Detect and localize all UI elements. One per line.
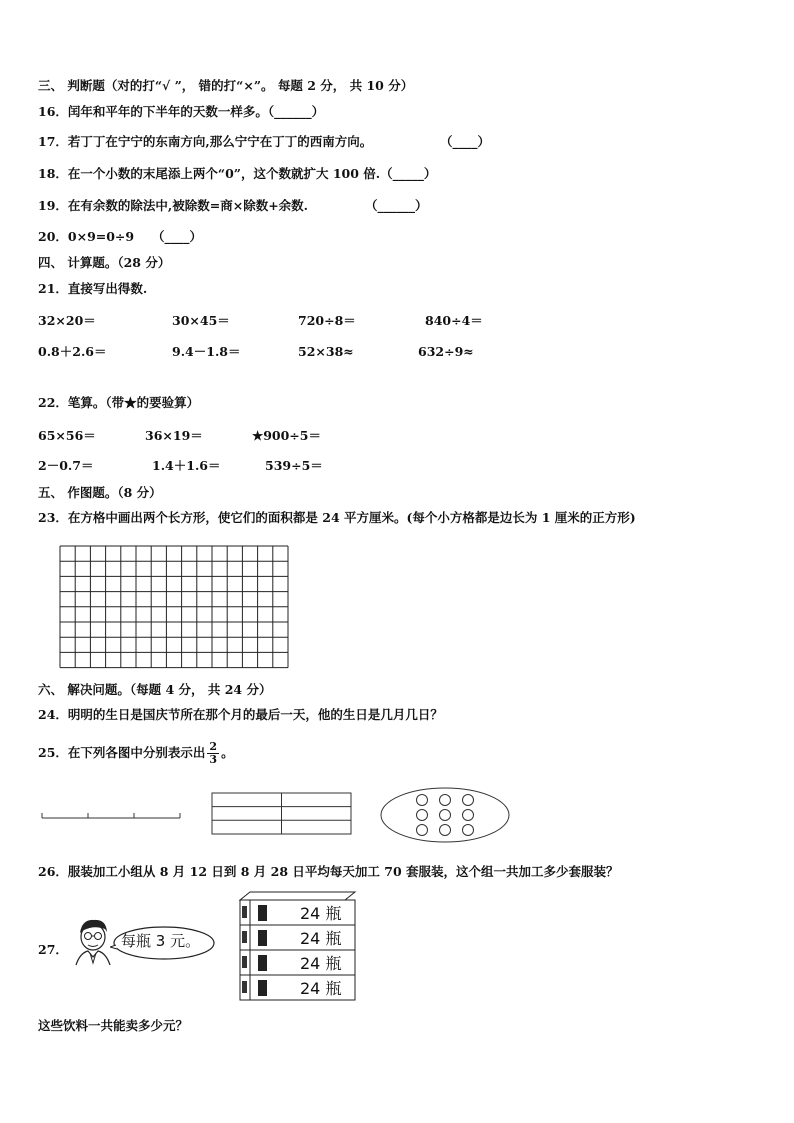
- section-4-title: 四、 计算题。（28 分）: [38, 255, 171, 270]
- calc-item: 0.8＋2.6＝: [38, 344, 107, 359]
- question-16: 16．闰年和平年的下半年的天数一样多。（______）: [38, 104, 325, 119]
- square-grid: [59, 545, 291, 669]
- speech-text: 每瓶 3 元。: [121, 932, 201, 950]
- question-18: 18．在一个小数的末尾添上两个“0”，这个数就扩大 100 倍.（_____）: [38, 166, 437, 181]
- calc-item: 720÷8＝: [298, 313, 356, 328]
- box-top-face: [240, 892, 355, 900]
- section-3-title: 三、 判断题（对的打“√ ”， 错的打“×”。 每题 2 分， 共 10 分）: [38, 78, 414, 93]
- section-6-title: 六、 解决问题。（每题 4 分， 共 24 分）: [38, 682, 272, 697]
- drink-can-icon: [258, 905, 267, 921]
- box-label: 24 瓶: [300, 979, 342, 998]
- written-calc-item: 1.4＋1.6＝: [152, 458, 221, 473]
- question-22-title: 22．笔算。（带★的要验算）: [38, 395, 200, 410]
- written-calc-item: 2－0.7＝: [38, 458, 94, 473]
- segment-figure: [40, 808, 182, 822]
- question-23: 23．在方格中画出两个长方形，使它们的面积都是 24 平方厘米。(每个小方格都是边长为 1 厘米的正方形): [38, 510, 636, 525]
- question-21-title: 21．直接写出得数.: [38, 281, 148, 296]
- question-19: 19．在有余数的除法中,被除数=商×除数+余数.: [38, 198, 309, 213]
- drink-can-icon: [242, 931, 247, 943]
- written-calc-item: 65×56＝: [38, 428, 96, 443]
- drink-boxes-stack: [237, 886, 361, 1006]
- question-27-number: 27．: [38, 942, 68, 957]
- drink-can-icon: [242, 906, 247, 918]
- drink-can-icon: [242, 956, 247, 968]
- question-20: 20．0×9=0÷9: [38, 229, 135, 244]
- teacher-illustration-icon: [72, 915, 114, 967]
- drink-can-icon: [258, 955, 267, 971]
- calc-item: 30×45＝: [172, 313, 230, 328]
- ellipse-circles-figure: [379, 786, 511, 844]
- written-calc-item: ★900÷5＝: [252, 428, 321, 443]
- calc-item: 840÷4＝: [425, 313, 483, 328]
- drink-can-icon: [258, 930, 267, 946]
- box-label: 24 瓶: [300, 904, 342, 923]
- calc-item: 32×20＝: [38, 313, 96, 328]
- drink-can-icon: [258, 980, 267, 996]
- section-5-title: 五、 作图题。（8 分）: [38, 485, 162, 500]
- question-24: 24．明明的生日是国庆节所在那个月的最后一天，他的生日是几月几日？: [38, 707, 443, 722]
- question-19-blank: （______）: [365, 198, 428, 213]
- calc-item: 9.4－1.8＝: [172, 344, 241, 359]
- box-label: 24 瓶: [300, 954, 342, 973]
- calc-item: 632÷9≈: [418, 344, 474, 359]
- fraction: $\frac{2}{3}$: [209, 740, 218, 766]
- question-25: 25．在下列各图中分别表示出 $\frac{2}{3}$ 。: [38, 740, 234, 766]
- question-27-text: 这些饮料一共能卖多少元？: [38, 1018, 189, 1033]
- box-label: 24 瓶: [300, 929, 342, 948]
- question-17-blank: （____）: [440, 134, 491, 149]
- calc-item: 52×38≈: [298, 344, 354, 359]
- written-calc-item: 539÷5＝: [265, 458, 323, 473]
- written-calc-item: 36×19＝: [145, 428, 203, 443]
- question-17: 17．若丁丁在宁宁的东南方向,那么宁宁在丁丁的西南方向。: [38, 134, 373, 149]
- rectangle-figure: [211, 792, 353, 836]
- drink-can-icon: [242, 981, 247, 993]
- question-20-blank: （____）: [152, 229, 203, 244]
- question-26: 26．服装加工小组从 8 月 12 日到 8 月 28 日平均每天加工 70 套服装，这个组一共加工多少套服装？: [38, 864, 619, 879]
